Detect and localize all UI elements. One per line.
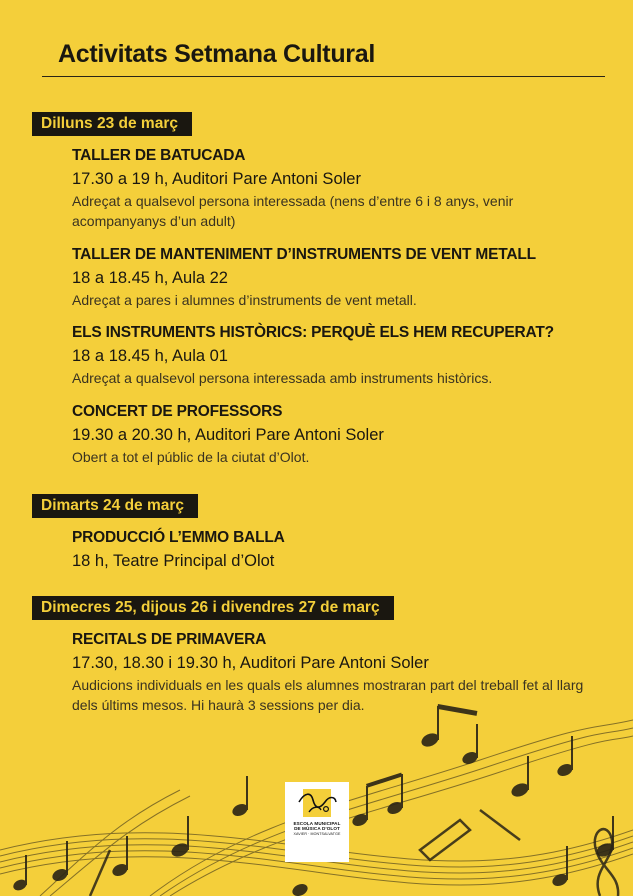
logo-line: ESCOLA MUNICIPAL xyxy=(293,821,341,826)
event-title: RECITALS DE PRIMAVERA xyxy=(72,631,267,648)
event-description: Adreçat a qualsevol persona interessada (nens d’entre 6 i 8 anys, venir acompanyanys d’un adult) xyxy=(72,193,514,229)
event-time: 19.30 a 20.30 h, Auditori Pare Antoni Soler xyxy=(72,426,384,444)
logo-caption xyxy=(285,821,349,837)
day-label-monday: Dilluns 23 de març xyxy=(32,112,192,136)
page-title: Activitats Setmana Cultural xyxy=(58,40,375,68)
event-description: Audicions individuals en les quals els alumnes mostraran part del treball fet al llarg dels últims mesos. Hi haurà 3 sessions per dia. xyxy=(72,677,584,713)
event-description: Adreçat a pares i alumnes d’instruments de vent metall. xyxy=(72,292,417,308)
event-time: 18 a 18.45 h, Aula 01 xyxy=(72,347,228,365)
title-divider xyxy=(42,76,605,77)
day-label-tuesday: Dimarts 24 de març xyxy=(32,494,198,518)
event-manteniment xyxy=(72,244,612,310)
event-instruments-historics xyxy=(72,322,612,388)
music-school-logo-icon xyxy=(295,788,339,818)
event-time: 18 a 18.45 h, Aula 22 xyxy=(72,269,228,287)
event-emmo-balla xyxy=(72,527,612,573)
school-logo xyxy=(285,782,349,862)
event-title: CONCERT DE PROFESSORS xyxy=(72,403,283,420)
event-title: TALLER DE MANTENIMENT D’INSTRUMENTS DE VENT METALL xyxy=(72,246,536,263)
event-title: ELS INSTRUMENTS HISTÒRICS: PERQUÈ ELS HEM RECUPERAT? xyxy=(72,324,554,341)
event-description: Adreçat a qualsevol persona interessada amb instruments històrics. xyxy=(72,370,493,386)
event-time: 17.30, 18.30 i 19.30 h, Auditori Pare Antoni Soler xyxy=(72,654,429,672)
event-concert-professors xyxy=(72,401,612,467)
logo-line: DE MÚSICA D’OLOT xyxy=(294,826,340,832)
day-label-wed-fri: Dimecres 25, dijous 26 i divendres 27 de març xyxy=(32,596,394,620)
logo-line: XAVIER · MONTSALVATGE xyxy=(293,831,341,836)
event-batucada xyxy=(72,145,612,231)
event-title: TALLER DE BATUCADA xyxy=(72,147,246,164)
event-title: PRODUCCIÓ L’EMMO BALLA xyxy=(72,529,285,546)
event-time: 17.30 a 19 h, Auditori Pare Antoni Soler xyxy=(72,170,361,188)
event-time: 18 h, Teatre Principal d’Olot xyxy=(72,552,275,570)
event-description: Obert a tot el públic de la ciutat d’Olot. xyxy=(72,449,310,465)
